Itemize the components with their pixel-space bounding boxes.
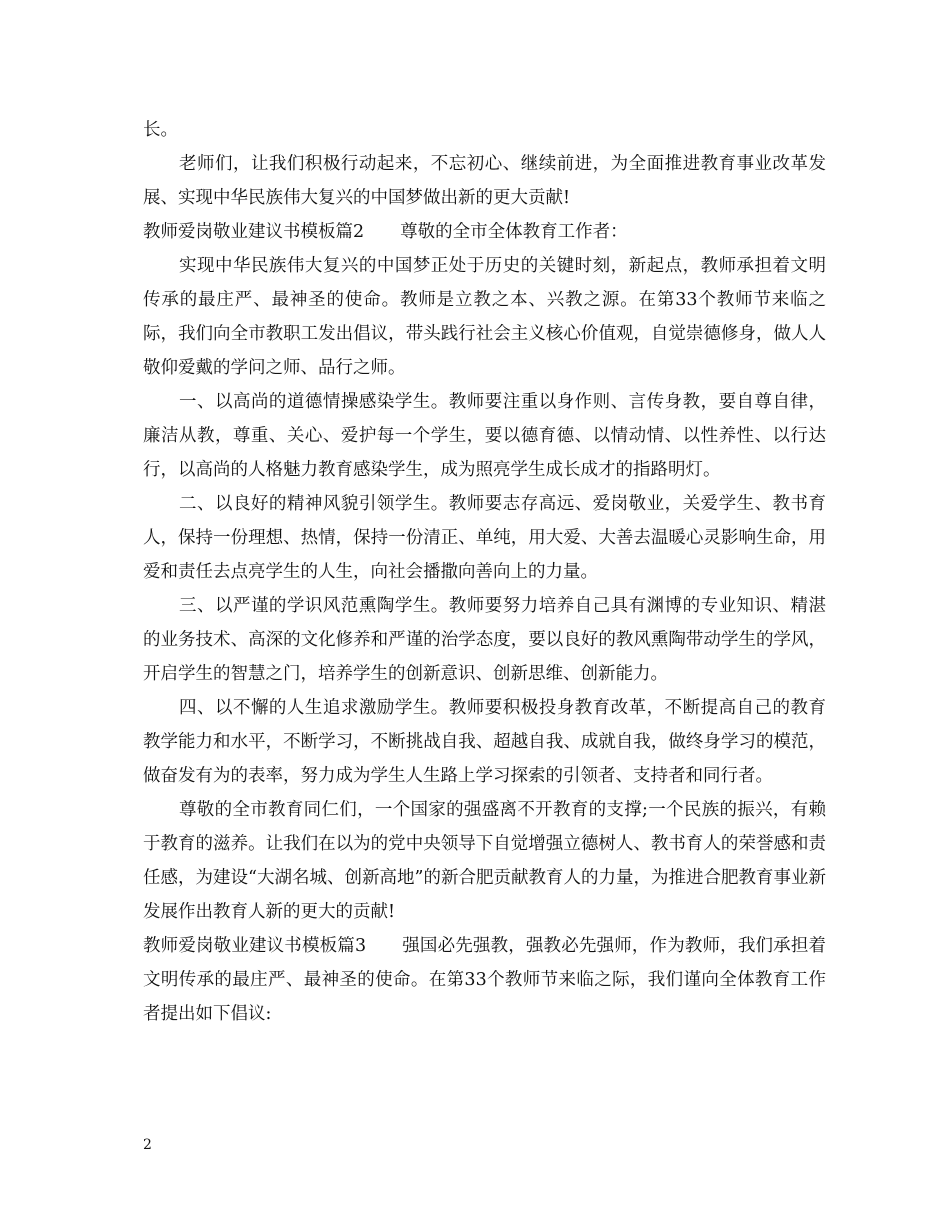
page-number: 2 — [143, 1137, 152, 1153]
section-heading-2 — [143, 215, 826, 249]
document-body — [143, 113, 826, 1031]
paragraph-text: 一、以高尚的道德情操感染学生。教师要注重以身作则、言传身教，要自尊自律，廉洁从教，尊重、关心、爱护每一个学生，要以德育德、以情动情、以性养性、以行达行，以高尚的人格魅力教育感染学生，成为照亮学生成长成才的指路明灯。 — [143, 392, 826, 480]
paragraph-point-1 — [143, 385, 826, 487]
section-title: 教师爱岗敬业建议书模板篇2 — [143, 222, 365, 242]
paragraph-text: 实现中华民族伟大复兴的中国梦正处于历史的关键时刻，新起点，教师承担着文明传承的最庄严、最神圣的使命。教师是立教之本、兴教之源。在第33个教师节来临之际，我们向全市教职工发出倡议，带头践行社会主义核心价值观，自觉崇德修身，做人人敬仰爱戴的学问之师、品行之师。 — [143, 256, 826, 378]
paragraph-text: 尊敬的全市教育同仁们，一个国家的强盛离不开教育的支撑;一个民族的振兴，有赖于教育的滋养。让我们在以为的党中央领导下自觉增强立德树人、教书育人的荣誉感和责任感，为建设“大湖名城、创新高地”的新合肥贡献教育人的力量，为推进合肥教育事业新发展作出教育人新的更大的贡献! — [143, 800, 826, 922]
paragraph-text: 老师们，让我们积极行动起来，不忘初心、继续前进，为全面推进教育事业改革发展、实现中华民族伟大复兴的中国梦做出新的更大贡献! — [143, 154, 826, 208]
paragraph-text: 四、以不懈的人生追求激励学生。教师要积极投身教育改革，不断提高自己的教育教学能力和水平，不断学习，不断挑战自我、超越自我、成就自我，做终身学习的模范，做奋发有为的表率，努力成为学生人生路上学习探索的引领者、支持者和同行者。 — [143, 698, 826, 786]
paragraph-text: 二、以良好的精神风貌引领学生。教师要志存高远、爱岗敬业，关爱学生、教书育人，保持一份理想、热情，保持一份清正、单纯，用大爱、大善去温暖心灵影响生命，用爱和责任去点亮学生的人生，向社会播撒向善向上的力量。 — [143, 494, 826, 582]
salutation-text: 尊敬的全市全体教育工作者： — [400, 222, 628, 242]
paragraph-intro — [143, 249, 826, 385]
paragraph-continuation — [143, 113, 826, 147]
paragraph-point-2 — [143, 487, 826, 589]
paragraph-closing-appeal — [143, 147, 826, 215]
section-title: 教师爱岗敬业建议书模板篇3 — [143, 936, 367, 956]
paragraph-conclusion — [143, 793, 826, 929]
paragraph-point-4 — [143, 691, 826, 793]
paragraph-point-3 — [143, 589, 826, 691]
paragraph-text: 长。 — [143, 120, 178, 140]
paragraph-text: 三、以严谨的学识风范熏陶学生。教师要努力培养自己具有渊博的专业知识、精湛的业务技术、高深的文化修养和严谨的治学态度，要以良好的教风熏陶带动学生的学风，开启学生的智慧之门，培养学生的创新意识、创新思维、创新能力。 — [143, 596, 826, 684]
section-heading-3 — [143, 929, 826, 1031]
paragraph-text: 强国必先强教，强教必先强师，作为教师，我们承担着文明传承的最庄严、最神圣的使命。在第33个教师节来临之际，我们谨向全体教育工作者提出如下倡议: — [143, 936, 826, 1024]
